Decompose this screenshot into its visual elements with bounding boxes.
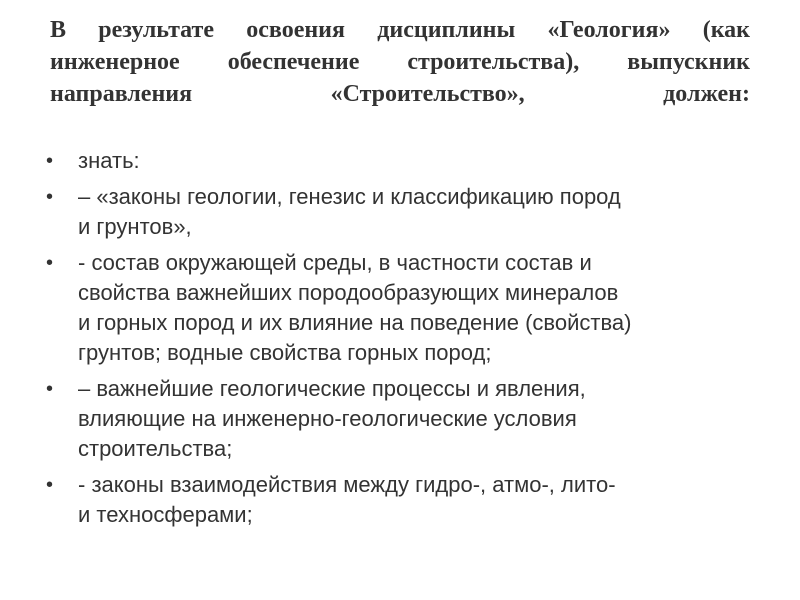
list-item-text: и горных пород и их влияние на поведение (свойства) [78, 310, 632, 335]
list-item-text: строительства; [78, 436, 233, 461]
list-item-text: - законы взаимодействия между гидро-, атмо-, лито- [78, 472, 616, 497]
slide-title [50, 14, 750, 110]
list-item-text: грунтов; водные свойства горных пород; [78, 340, 492, 365]
list-item-text: свойства важнейших породообразующих минералов [78, 280, 619, 305]
list-item-text: и техносферами; [78, 502, 253, 527]
bullet-icon: • [46, 150, 54, 172]
list-item-text: - состав окружающей среды, в частности состав и [78, 250, 592, 275]
bullet-icon: • [46, 252, 54, 274]
list-item-text: и грунтов», [78, 214, 192, 239]
list-item-text: знать: [78, 148, 140, 173]
list-item-text: – важнейшие геологические процессы и явления, [78, 376, 586, 401]
bullet-list [46, 146, 758, 536]
list-item-spheres-interaction [46, 470, 758, 530]
list-item-text: – «законы геологии, генезис и классификацию пород [78, 184, 621, 209]
list-item-laws-of-geology [46, 182, 758, 242]
bullet-icon: • [46, 186, 54, 208]
title-line-2: инженерное обеспечение строительства), выпускник [50, 49, 750, 75]
list-item-know [46, 146, 758, 176]
title-line-3: направления «Строительство», должен: [50, 81, 750, 107]
list-item-environment-composition [46, 248, 758, 368]
list-item-text: влияющие на инженерно-геологические условия [78, 406, 577, 431]
title-line-1: В результате освоения дисциплины «Геология» (как [50, 17, 750, 43]
bullet-icon: • [46, 378, 54, 400]
bullet-icon: • [46, 474, 54, 496]
list-item-geological-processes [46, 374, 758, 464]
